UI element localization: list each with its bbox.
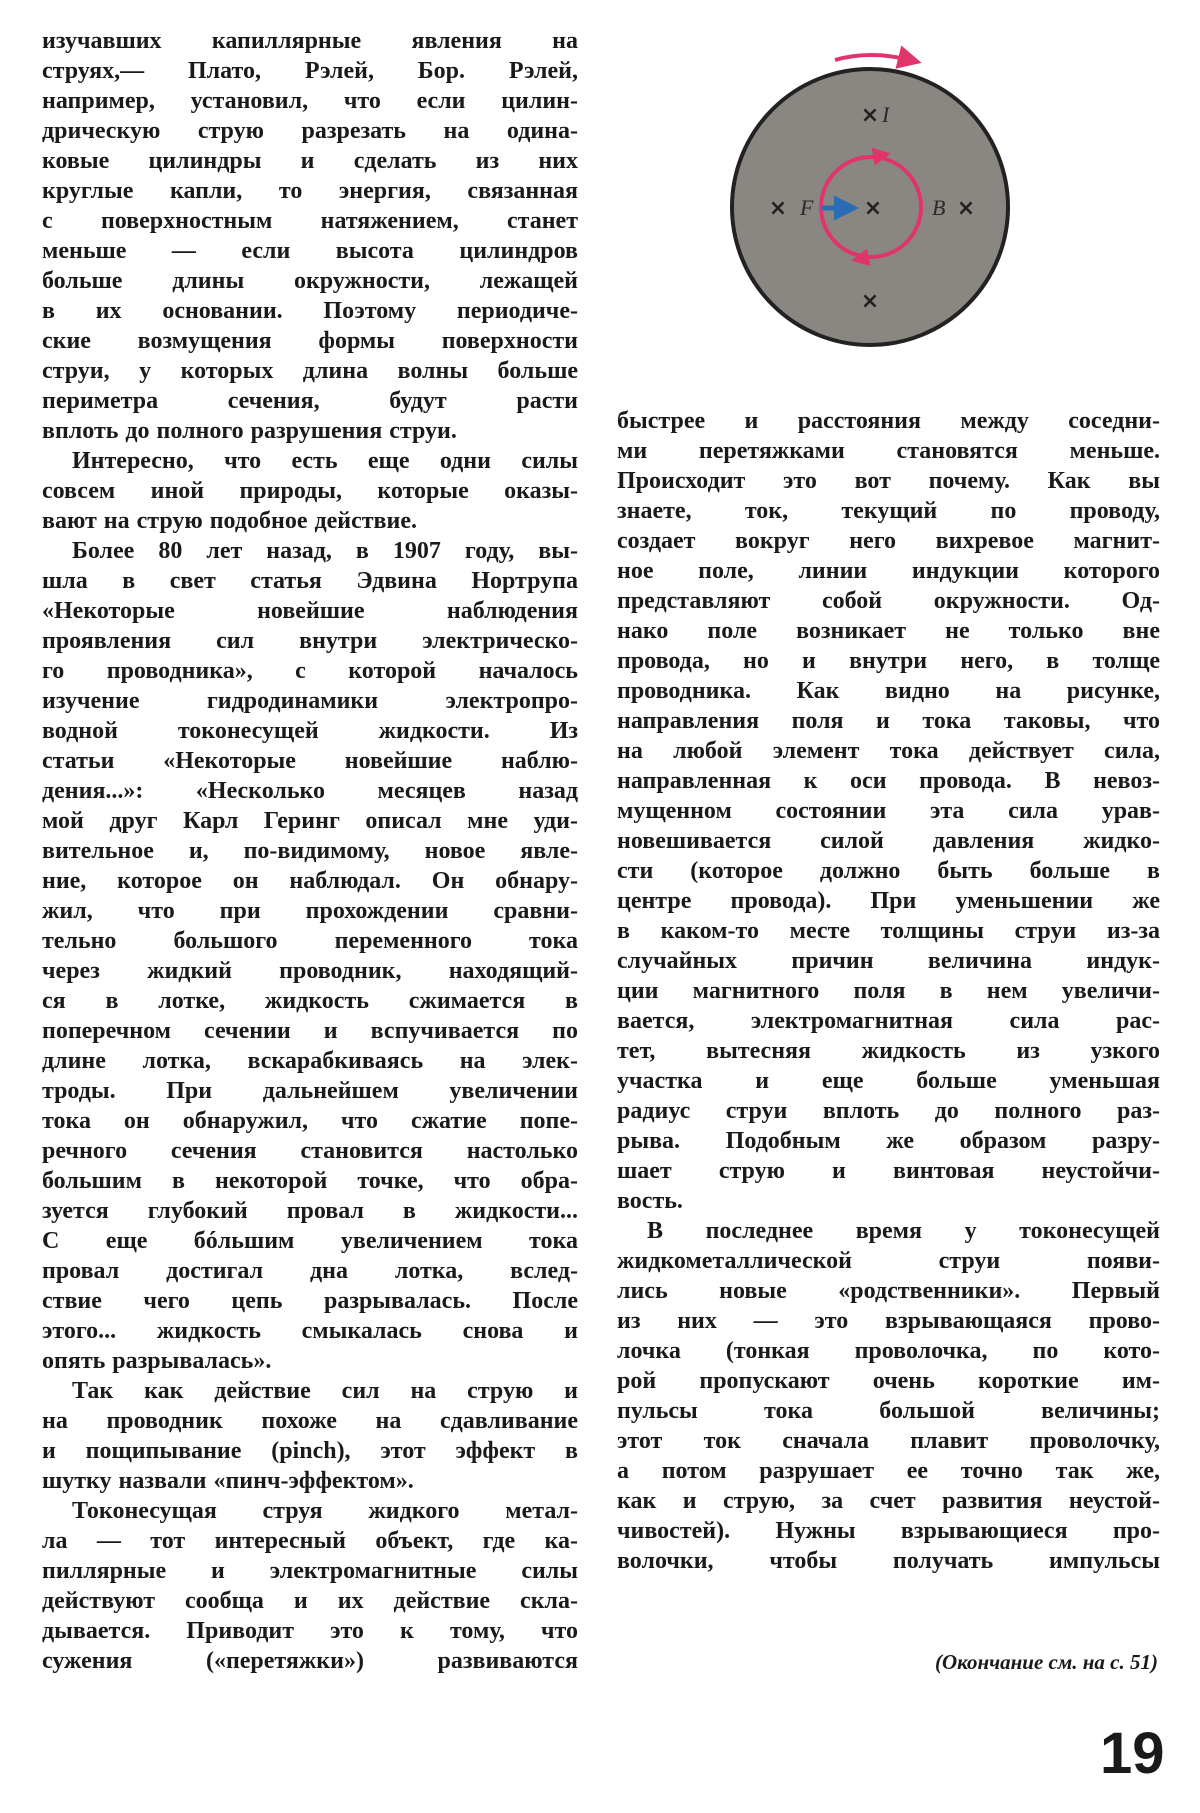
text-line: направленная к оси провода. В невоз-	[617, 768, 1160, 794]
text-line: поперечном сечении и вспучивается по	[42, 1018, 578, 1044]
text-line: Происходит это вот почему. Как вы	[617, 468, 1160, 494]
text-line: В последнее время у токонесущей	[647, 1218, 1160, 1244]
text-line: вается, электромагнитная сила рас-	[617, 1008, 1160, 1034]
text-line: дывается. Приводит это к тому, что	[42, 1618, 578, 1644]
text-line: опять разрывалась».	[42, 1348, 272, 1374]
text-line: «Некоторые новейшие наблюдения	[42, 598, 578, 624]
text-line: меньше — если высота цилиндров	[42, 238, 578, 264]
text-line: случайных причин величина индук-	[617, 948, 1160, 974]
label-field: B	[932, 195, 946, 220]
text-line: из них — это взрывающаяся прово-	[617, 1308, 1160, 1334]
text-line: действуют сообща и их действие скла-	[42, 1588, 578, 1614]
text-line: например, установил, что если цилин-	[42, 88, 578, 114]
page-number: 19	[1100, 1721, 1165, 1786]
text-line: мой друг Карл Геринг описал мне уди-	[42, 808, 578, 834]
text-line: ся в лотке, жидкость сжимается в	[42, 988, 578, 1014]
text-line: ствие чего цепь разрывалась. После	[42, 1288, 578, 1314]
text-line: как и струю, за счет развития неустой-	[617, 1488, 1160, 1514]
text-line: в каком-то месте толщины струи из-за	[617, 918, 1160, 944]
text-line: речного сечения становится настолько	[42, 1138, 578, 1164]
text-line: мущенном состоянии эта сила урав-	[617, 798, 1160, 824]
text-line: периметра сечения, будут расти	[42, 388, 578, 414]
text-line: вительное и, по-видимому, новое явле-	[42, 838, 578, 864]
text-line: направления поля и тока таковы, что	[617, 708, 1160, 734]
text-line: ковые цилиндры и сделать из них	[42, 148, 578, 174]
text-line: большим в некоторой точке, что обра-	[42, 1168, 578, 1194]
text-line: струи, у которых длина волны больше	[42, 358, 578, 384]
left-column	[42, 26, 578, 1676]
text-line: шает струю и винтовая неустойчи-	[617, 1158, 1160, 1184]
text-line: создает вокруг него вихревое магнит-	[617, 528, 1160, 554]
text-line: шутку назвали «пинч-эффектом».	[42, 1468, 414, 1494]
text-line: ции магнитного поля в нем увеличи-	[617, 978, 1160, 1004]
text-line: центре провода). При уменьшении же	[617, 888, 1160, 914]
text-line: тельно большого переменного тока	[42, 928, 578, 954]
text-line: волочки, чтобы получать импульсы	[617, 1548, 1160, 1574]
text-line: и пощипывание (pinch), этот эффект в	[42, 1438, 578, 1464]
text-line: в их основании. Поэтому периодиче-	[42, 298, 578, 324]
text-line: статьи «Некоторые новейшие наблю-	[42, 748, 578, 774]
current-direction-arrow	[835, 55, 910, 60]
current-cross-marker: ×	[863, 196, 883, 221]
text-line: тока он обнаружил, что сжатие попе-	[42, 1108, 578, 1134]
text-line: Токонесущая струя жидкого метал-	[72, 1498, 578, 1524]
text-line: длине лотка, вскарабкиваясь на элек-	[42, 1048, 578, 1074]
continuation-note: (Окончание см. на с. 51)	[934, 1650, 1158, 1674]
text-line: вость.	[617, 1188, 683, 1214]
text-line: этот ток сначала плавит проволочку,	[617, 1428, 1160, 1454]
label-force: F	[800, 195, 814, 220]
text-line: круглые капли, то энергия, связанная	[42, 178, 578, 204]
text-line: ла — тот интересный объект, где ка-	[42, 1528, 578, 1554]
text-line: нако поле возникает не только вне	[617, 618, 1160, 644]
text-line: больше длины окружности, лежащей	[42, 268, 578, 294]
text-line: троды. При дальнейшем увеличении	[42, 1078, 578, 1104]
text-line: пульсы тока большой величины;	[617, 1398, 1160, 1424]
text-line: лись новые «родственники». Первый	[617, 1278, 1160, 1304]
wire-cross-section-figure	[720, 20, 1050, 360]
text-line: сти (которое должно быть больше в	[617, 858, 1160, 884]
text-line: ние, которое он наблюдал. Он обнару-	[42, 868, 578, 894]
text-line: а потом разрушает ее точно так же,	[617, 1458, 1160, 1484]
text-line: ми перетяжками становятся меньше.	[617, 438, 1160, 464]
text-line: рой пропускают очень короткие им-	[617, 1368, 1160, 1394]
text-line: ские возмущения формы поверхности	[42, 328, 578, 354]
right-column	[617, 406, 1160, 1576]
text-line: изучавших капиллярные явления на	[42, 28, 578, 54]
text-line: рыва. Подобным же образом разру-	[617, 1128, 1160, 1154]
text-line: быстрее и расстояния между соседни-	[617, 408, 1160, 434]
text-line: чивостей). Нужны взрывающиеся про-	[617, 1518, 1160, 1544]
text-line: жил, что при прохождении сравни-	[42, 898, 578, 924]
current-cross-marker: ×	[768, 196, 788, 221]
paragraph	[42, 1496, 578, 1676]
text-line: радиус струи вплоть до полного раз-	[617, 1098, 1160, 1124]
text-line: знаете, ток, текущий по проводу,	[617, 498, 1160, 524]
paragraph	[42, 536, 578, 1376]
current-cross-marker: ×	[860, 103, 880, 128]
paragraph	[42, 26, 578, 446]
paragraph	[42, 446, 578, 536]
text-line: этого... жидкость смыкалась снова и	[42, 1318, 578, 1344]
paragraph	[42, 1376, 578, 1496]
text-line: тет, вытесняя жидкость из узкого	[617, 1038, 1160, 1064]
text-line: провал достигал дна лотка, вслед-	[42, 1258, 578, 1284]
text-line: через жидкий проводник, находящий-	[42, 958, 578, 984]
text-line: совсем иной природы, которые оказы-	[42, 478, 578, 504]
current-cross-marker: ×	[956, 196, 976, 221]
text-line: Интересно, что есть еще одни силы	[72, 448, 578, 474]
text-line: водной токонесущей жидкости. Из	[42, 718, 578, 744]
text-line: дения...»: «Несколько месяцев назад	[42, 778, 578, 804]
text-line: струях,— Плато, Рэлей, Бор. Рэлей,	[42, 58, 578, 84]
text-line: проводника. Как видно на рисунке,	[617, 678, 1160, 704]
text-line: С еще бóльшим увеличением тока	[42, 1228, 578, 1254]
text-line: пиллярные и электромагнитные силы	[42, 1558, 578, 1584]
text-line: с поверхностным натяжением, станет	[42, 208, 578, 234]
text-line: представляют собой окружности. Од-	[617, 588, 1160, 614]
text-line: дрическую струю разрезать на одина-	[42, 118, 578, 144]
text-line: сужения («перетяжки») развиваются	[42, 1648, 578, 1674]
text-line: жидкометаллической струи появи-	[617, 1248, 1160, 1274]
text-line: шла в свет статья Эдвина Нортрупа	[42, 568, 578, 594]
text-line: Так как действие сил на струю и	[72, 1378, 578, 1404]
text-line: вплоть до полного разрушения струи.	[42, 418, 457, 444]
text-line: зуется глубокий провал в жидкости...	[42, 1198, 578, 1224]
text-line: лочка (тонкая проволочка, по кото-	[617, 1338, 1160, 1364]
paragraph	[617, 1216, 1160, 1576]
text-line: вают на струю подобное действие.	[42, 508, 417, 534]
text-line: провода, но и внутри него, в толще	[617, 648, 1160, 674]
text-line: го проводника», с которой началось	[42, 658, 578, 684]
text-line: проявления сил внутри электрическо-	[42, 628, 578, 654]
text-line: новешивается силой давления жидко-	[617, 828, 1160, 854]
current-cross-marker: ×	[860, 289, 880, 314]
text-line: изучение гидродинамики электропро-	[42, 688, 578, 714]
text-line: участка и еще больше уменьшая	[617, 1068, 1160, 1094]
text-line: на проводник похоже на сдавливание	[42, 1408, 578, 1434]
text-line: на любой элемент тока действует сила,	[617, 738, 1160, 764]
paragraph	[617, 406, 1160, 1216]
text-line: Более 80 лет назад, в 1907 году, вы-	[72, 538, 578, 564]
label-current: I	[882, 102, 890, 127]
text-line: ное поле, линии индукции которого	[617, 558, 1160, 584]
